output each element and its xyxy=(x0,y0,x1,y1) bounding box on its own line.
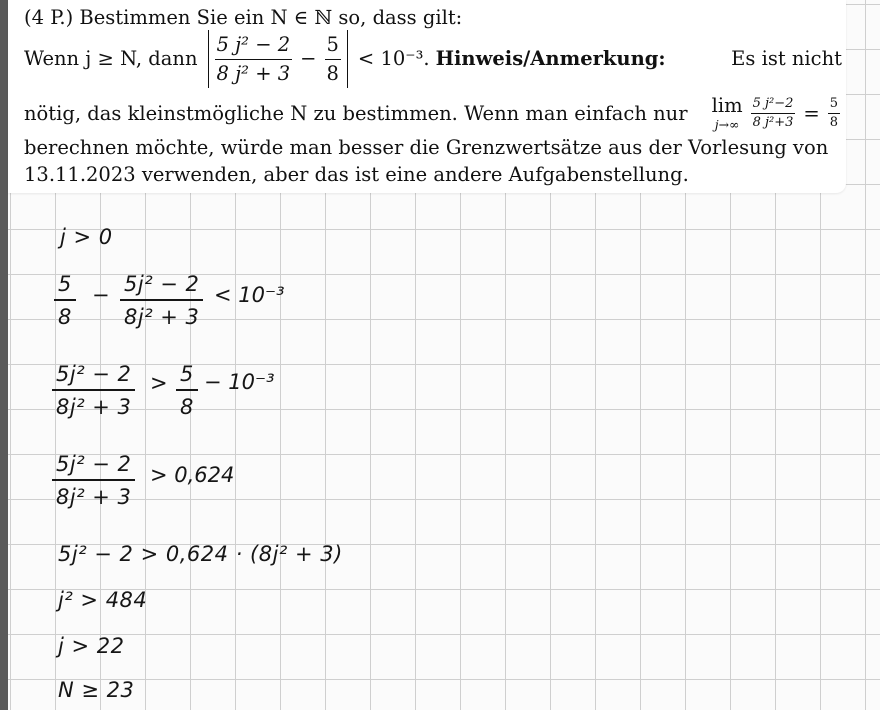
lim-result-numerator: 5 xyxy=(828,96,840,114)
points-label: (4 P.) xyxy=(24,6,74,29)
hw-step2-num: 5j² − 2 xyxy=(52,362,135,391)
hw-line-answer: N ≥ 23 xyxy=(58,678,135,702)
lim-denominator: 8 j²+3 xyxy=(752,115,794,130)
condition-prefix: Wenn j ≥ N, dann xyxy=(24,47,198,71)
lim-result-denominator: 8 xyxy=(829,115,838,130)
hw-line-j: j > 22 xyxy=(58,634,125,658)
hw-step3-den: 8j² + 3 xyxy=(56,485,132,509)
hw-step3-rel: > 0,624 xyxy=(150,463,235,487)
hint-line-3: berechnen möchte, würde man besser die Grenzwertsätze aus der Vorlesung von xyxy=(24,136,829,159)
hw-step2-rel: > xyxy=(150,371,168,395)
hw-step1-mid-num: 5j² − 2 xyxy=(120,272,203,301)
hw-step2-right-den: 8 xyxy=(180,395,194,419)
task-line-2 xyxy=(24,30,842,88)
hw-line-j-squared: j² > 484 xyxy=(58,588,148,612)
hw-step2-den: 8j² + 3 xyxy=(56,395,132,419)
hw-step1-op: − xyxy=(92,283,110,307)
lim-equals: = xyxy=(803,101,820,125)
hw-step1-left-den: 8 xyxy=(58,305,72,329)
minus-sign: − xyxy=(300,47,317,71)
task-intro: Bestimmen Sie ein N ∈ ℕ so, dass gilt: xyxy=(79,6,463,29)
task-statement-card xyxy=(8,0,846,193)
sequence-denominator: 8 j² + 3 xyxy=(216,61,291,85)
hw-line-j-positive: j > 0 xyxy=(60,225,113,249)
sequence-numerator: 5 j² − 2 xyxy=(215,33,293,59)
lim-fraction xyxy=(751,96,796,130)
lim-subscript: j→∞ xyxy=(714,116,740,132)
hw-step1-left-num: 5 xyxy=(54,272,76,301)
hint-label: Hinweis/Anmerkung: xyxy=(435,47,666,71)
lim-word: lim xyxy=(711,94,743,117)
condition-suffix: < 10⁻³. xyxy=(357,47,430,71)
hw-step2-right-num: 5 xyxy=(176,362,198,391)
limit-fraction xyxy=(325,33,341,85)
left-window-strip xyxy=(0,0,8,710)
sequence-fraction xyxy=(215,33,293,85)
hw-step1-rel: < 10⁻³ xyxy=(214,283,285,307)
hw-step2-right-fraction xyxy=(176,362,198,419)
limit-denominator: 8 xyxy=(326,61,339,85)
limit-numerator: 5 xyxy=(325,33,341,59)
lim-numerator: 5 j²−2 xyxy=(751,96,796,114)
hw-step3-num: 5j² − 2 xyxy=(52,452,135,481)
hw-step3-fraction xyxy=(52,452,135,509)
hint-line1-tail: Es ist nicht xyxy=(731,47,842,71)
hw-line-inequality: 5j² − 2 > 0,624 · (8j² + 3) xyxy=(58,542,343,566)
hw-step2-fraction xyxy=(52,362,135,419)
lim-result xyxy=(828,96,840,130)
task-line-1 xyxy=(24,6,462,29)
hint-line2-text: nötig, das kleinstmögliche N zu bestimmen. Wenn man einfach nur xyxy=(24,101,688,125)
hw-step2-tail: − 10⁻³ xyxy=(204,370,275,394)
task-line-3 xyxy=(24,96,842,131)
hw-step1-left-fraction xyxy=(54,272,76,329)
absolute-value-expression xyxy=(208,30,348,88)
hw-step1-mid-den: 8j² + 3 xyxy=(124,305,200,329)
hint-line-4: 13.11.2023 verwenden, aber das ist eine andere Aufgabenstellung. xyxy=(24,163,689,186)
hw-step1-mid-fraction xyxy=(120,272,203,329)
limit-operator xyxy=(712,96,743,131)
